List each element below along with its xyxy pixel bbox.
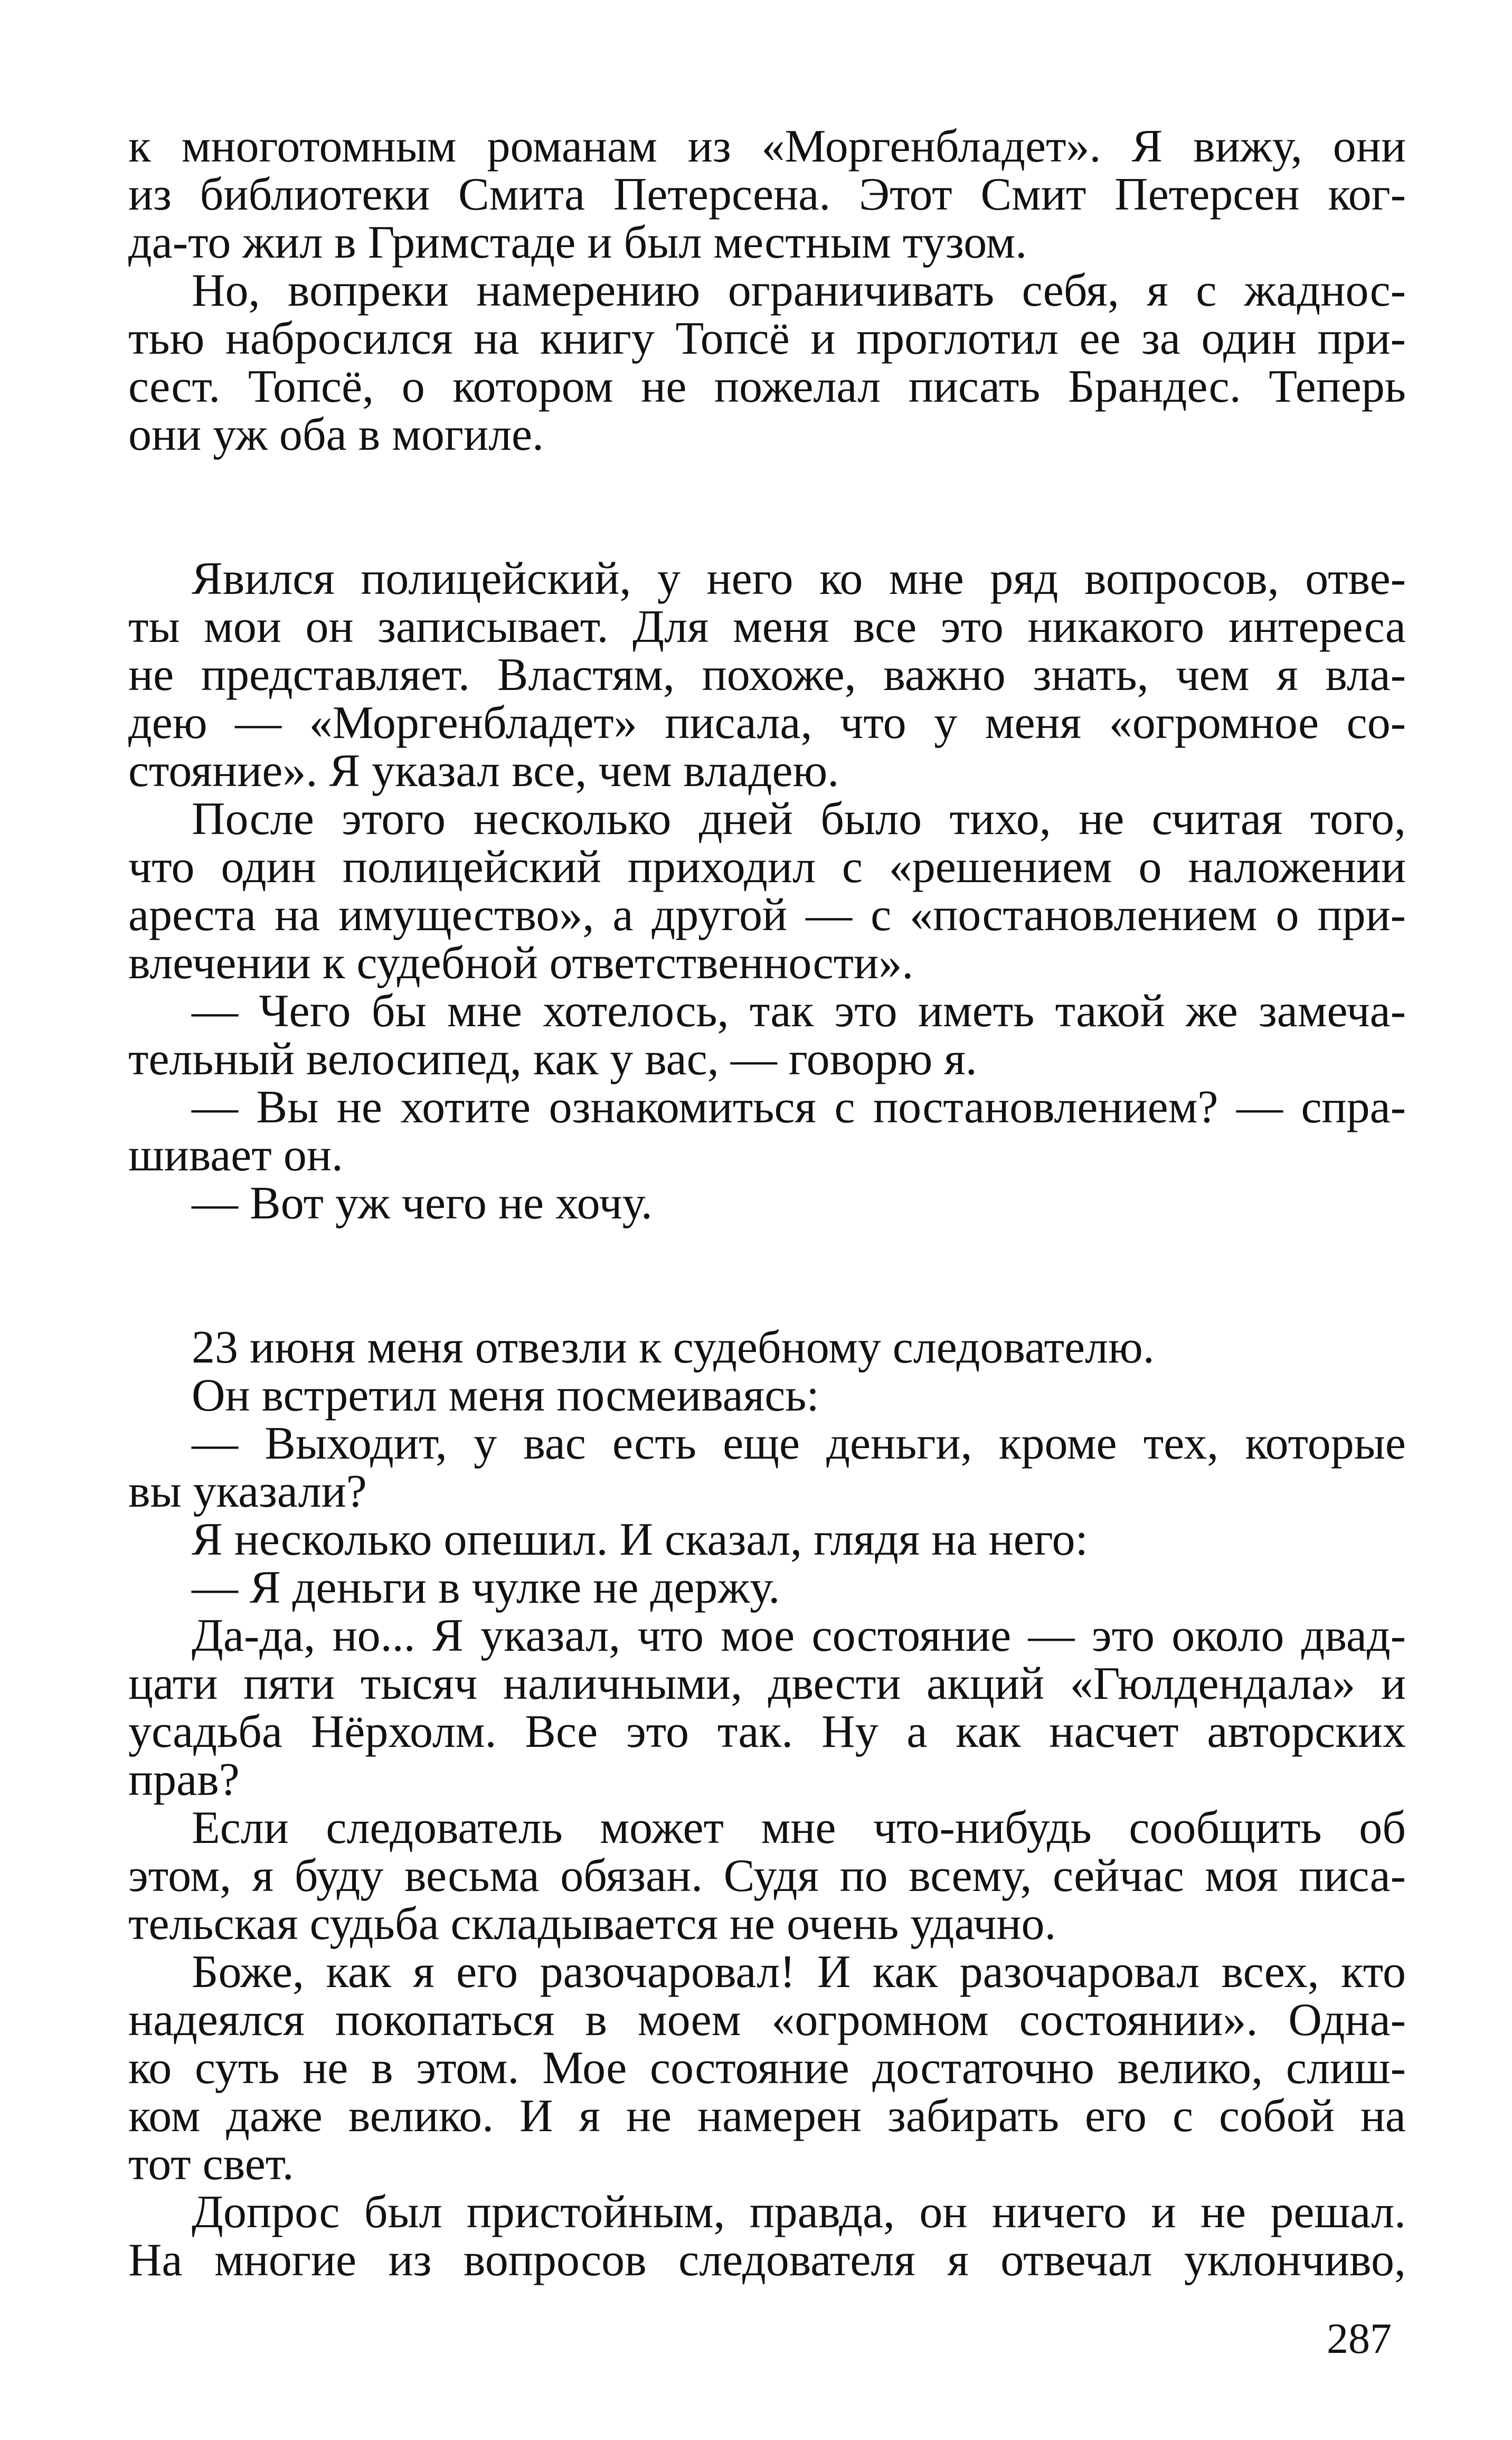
text-line: Если следователь может мне что-нибудь сообщить об (192, 1802, 1406, 1853)
text-line: усадьба Нёрхолм. Все это так. Ну а как насчет авторских (128, 1706, 1406, 1757)
text-line: к многотомным романам из «Моргенбладет». Я вижу, они (128, 121, 1406, 172)
text-line: тот свет. (128, 2139, 294, 2190)
text-line: — Вот уж чего не хочу. (192, 1178, 653, 1229)
text-line: — Чего бы мне хотелось, так это иметь такой же замеча- (192, 986, 1406, 1037)
text-line: ко суть не в этом. Мое состояние достаточно велико, слиш- (128, 2042, 1406, 2094)
text-line: ты мои он записывает. Для меня все это никакого интереса (128, 601, 1406, 652)
text-line: ком даже велико. И я не намерен забирать его с собой на (128, 2091, 1406, 2142)
text-line: что один полицейский приходил с «решением о наложении (128, 841, 1406, 893)
text-line: шивает он. (128, 1130, 343, 1181)
text-line: сест. Топсё, о котором не пожелал писать Брандес. Теперь (128, 361, 1406, 412)
text-line: не представляет. Властям, похоже, важно знать, чем я вла- (128, 649, 1406, 701)
text-line: ареста на имущество», а другой — с «постановлением о при- (128, 890, 1406, 941)
text-line: Он встретил меня посмеиваясь: (192, 1370, 819, 1421)
text-line: тью набросился на книгу Топсё и проглотил ее за один при- (128, 313, 1406, 364)
text-line: они уж оба в могиле. (128, 409, 544, 460)
text-line: Явился полицейский, у него ко мне ряд вопросов, отве- (192, 553, 1406, 604)
text-line: — Я деньги в чулке не держу. (192, 1562, 780, 1613)
text-line: тельская судьба складывается не очень удачно. (128, 1898, 1056, 1950)
text-line: из библиотеки Смита Петерсена. Этот Смит Петерсен ког- (128, 169, 1406, 220)
text-line: Но, вопреки намерению ограничивать себя, я с жаднос- (192, 265, 1406, 316)
text-line: После этого несколько дней было тихо, не считая того, (192, 793, 1406, 845)
text-line: этом, я буду весьма обязан. Судя по всему, сейчас моя писа- (128, 1850, 1406, 1902)
text-line: да-то жил в Гримстаде и был местным тузом. (128, 217, 1027, 268)
text-line: вы указали? (128, 1466, 367, 1517)
text-line: Допрос был пристойным, правда, он ничего и не решал. (192, 2187, 1406, 2238)
text-line: 23 июня меня отвезли к судебному следователю. (192, 1322, 1155, 1373)
text-line: стояние». Я указал все, чем владею. (128, 745, 839, 797)
text-line: На многие из вопросов следователя я отвечал уклончиво, (128, 2235, 1406, 2286)
text-line: надеялся покопаться в моем «огромном состоянии». Одна- (128, 1994, 1406, 2046)
text-line: дею — «Моргенбладет» писала, что у меня «огромное со- (128, 697, 1406, 749)
section-break (128, 459, 1406, 555)
text-line: Боже, как я его разочаровал! И как разочаровал всех, кто (192, 1946, 1406, 1998)
section-break (128, 1227, 1406, 1323)
text-line: — Выходит, у вас есть еще деньги, кроме тех, которые (192, 1418, 1406, 1469)
body-text (128, 122, 1406, 2284)
text-line: прав? (128, 1754, 240, 1805)
text-line: цати пяти тысяч наличными, двести акций «Гюлдендала» и (128, 1658, 1406, 1709)
text-line: Да-да, но... Я указал, что мое состояние — это около двад- (192, 1610, 1406, 1661)
text-line: тельный велосипед, как у вас, — говорю я. (128, 1034, 977, 1085)
text-line: — Вы не хотите ознакомиться с постановлением? — спра- (192, 1082, 1406, 1133)
text-line: Я несколько опешил. И сказал, глядя на него: (192, 1514, 1088, 1565)
text-line: влечении к судебной ответственности». (128, 938, 914, 989)
page-number: 287 (1327, 2314, 1392, 2362)
